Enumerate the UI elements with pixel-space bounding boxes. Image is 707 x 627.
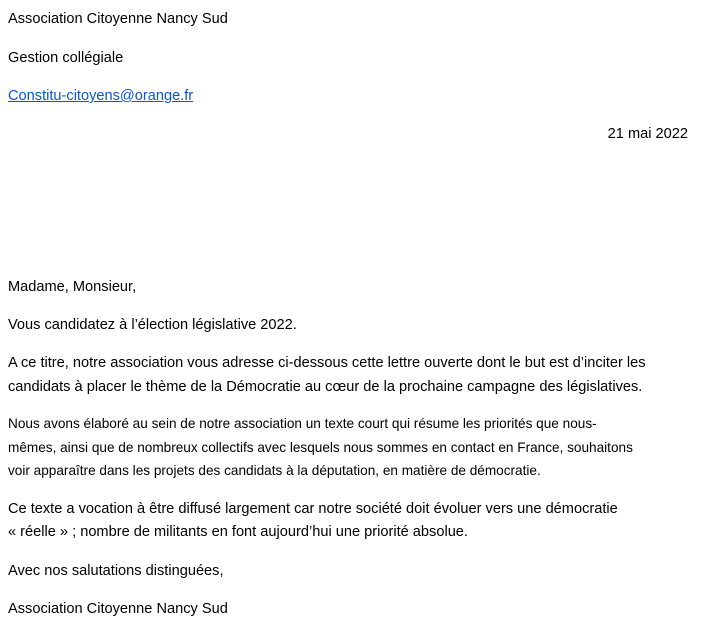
organization-subtitle: Gestion collégiale bbox=[8, 50, 124, 66]
email-line bbox=[8, 84, 691, 108]
intro-line: Vous candidatez à l’élection législative 2022. bbox=[8, 317, 297, 333]
email-link[interactable]: Constitu-citoyens@orange.fr bbox=[8, 88, 194, 104]
letter-date: 21 mai 2022 bbox=[607, 126, 688, 142]
organization-name: Association Citoyenne Nancy Sud bbox=[8, 11, 228, 27]
paragraph-3-line-1: Ce texte a vocation à être diffusé largement car notre société doit évoluer vers une démocratie bbox=[8, 501, 618, 517]
paragraph-3-line-2: « réelle » ; nombre de militants en font aujourd’hui une priorité absolue. bbox=[8, 524, 468, 540]
signature: Association Citoyenne Nancy Sud bbox=[8, 601, 228, 617]
paragraph-2-line-2: mêmes, ainsi que de nombreux collectifs avec lesquels nous sommes en contact en France, souhaitons bbox=[8, 440, 633, 455]
closing-line: Avec nos salutations distinguées, bbox=[8, 563, 224, 579]
paragraph-1-line-2: candidats à placer le thème de la Démocratie au cœur de la prochaine campagne des législatives. bbox=[8, 379, 643, 395]
paragraph-1-line-1: A ce titre, notre association vous adresse ci-dessous cette lettre ouverte dont le but est d’inciter les bbox=[8, 355, 646, 371]
paragraph-2-line-3: voir apparaître dans les projets des candidats à la députation, en matière de démocratie. bbox=[8, 463, 541, 478]
paragraph-2-line-1: Nous avons élaboré au sein de notre association un texte court qui résume les priorités que nous- bbox=[8, 416, 597, 431]
salutation: Madame, Monsieur, bbox=[8, 279, 137, 295]
